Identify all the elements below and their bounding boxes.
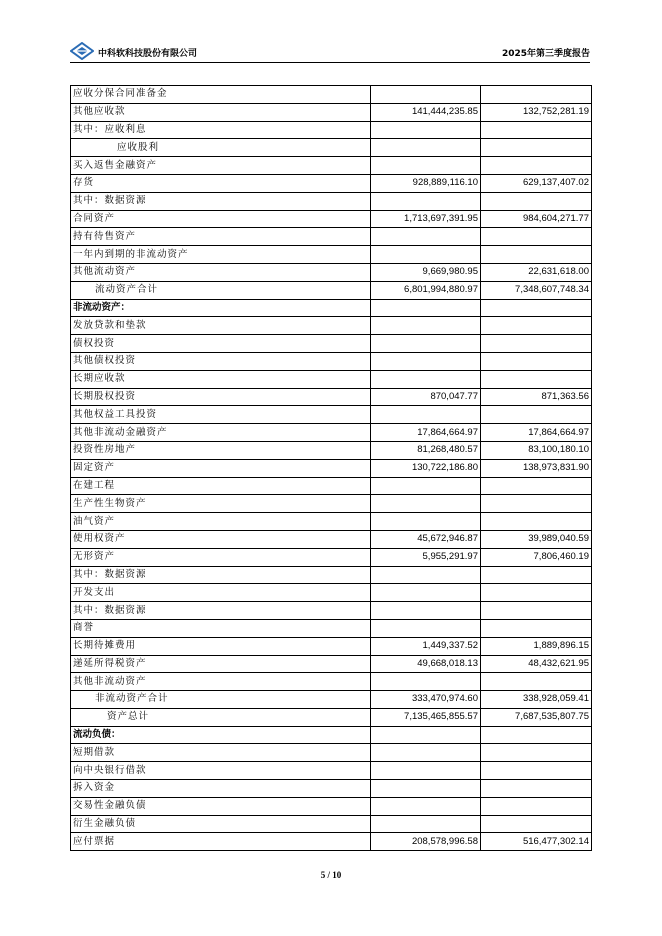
current-period-value bbox=[371, 246, 481, 264]
table-row bbox=[71, 513, 592, 531]
row-label: 长期待摊费用 bbox=[71, 637, 371, 655]
row-label: 非流动资产： bbox=[71, 299, 371, 317]
row-label: 应收分保合同准备金 bbox=[71, 86, 371, 104]
table-row bbox=[71, 157, 592, 175]
current-period-value bbox=[371, 121, 481, 139]
prior-period-value: 7,687,535,807.75 bbox=[481, 708, 592, 726]
report-title: 2025年第三季度报告 bbox=[501, 49, 590, 59]
prior-period-value: 132,752,281.19 bbox=[481, 103, 592, 121]
current-period-value: 928,889,116.10 bbox=[371, 174, 481, 192]
current-period-value: 9,669,980.95 bbox=[371, 263, 481, 281]
table-row bbox=[71, 530, 592, 548]
current-period-value bbox=[371, 584, 481, 602]
prior-period-value bbox=[481, 513, 592, 531]
table-row bbox=[71, 86, 592, 104]
row-label: 资产总计 bbox=[71, 708, 371, 726]
row-label: 其中：数据资源 bbox=[71, 566, 371, 584]
current-period-value bbox=[371, 797, 481, 815]
prior-period-value bbox=[481, 566, 592, 584]
current-period-value bbox=[371, 495, 481, 513]
row-label: 固定资产 bbox=[71, 459, 371, 477]
table-row bbox=[71, 121, 592, 139]
table-row bbox=[71, 780, 592, 798]
row-label: 长期股权投资 bbox=[71, 388, 371, 406]
row-label: 流动资产合计 bbox=[71, 281, 371, 299]
current-period-value bbox=[371, 370, 481, 388]
row-label: 短期借款 bbox=[71, 744, 371, 762]
prior-period-value: 1,889,896.15 bbox=[481, 637, 592, 655]
prior-period-value: 48,432,621.95 bbox=[481, 655, 592, 673]
table-row bbox=[71, 352, 592, 370]
prior-period-value bbox=[481, 335, 592, 353]
row-label: 流动负债： bbox=[71, 726, 371, 744]
row-label: 投资性房地产 bbox=[71, 441, 371, 459]
current-period-value bbox=[371, 228, 481, 246]
current-period-value bbox=[371, 406, 481, 424]
current-period-value: 17,864,664.97 bbox=[371, 424, 481, 442]
current-period-value: 1,449,337.52 bbox=[371, 637, 481, 655]
prior-period-value: 22,631,618.00 bbox=[481, 263, 592, 281]
company-name: 中科软科技股份有限公司 bbox=[98, 49, 198, 59]
current-period-value bbox=[371, 566, 481, 584]
current-period-value: 130,722,186.80 bbox=[371, 459, 481, 477]
table-row bbox=[71, 281, 592, 299]
table-row bbox=[71, 210, 592, 228]
current-period-value bbox=[371, 762, 481, 780]
prior-period-value bbox=[481, 602, 592, 620]
row-label: 其他应收款 bbox=[71, 103, 371, 121]
row-label: 买入返售金融资产 bbox=[71, 157, 371, 175]
row-label: 衍生金融负债 bbox=[71, 815, 371, 833]
prior-period-value bbox=[481, 157, 592, 175]
table-row bbox=[71, 406, 592, 424]
table-row bbox=[71, 477, 592, 495]
prior-period-value bbox=[481, 744, 592, 762]
table-row bbox=[71, 192, 592, 210]
row-label: 无形资产 bbox=[71, 548, 371, 566]
row-label: 存货 bbox=[71, 174, 371, 192]
table-row bbox=[71, 299, 592, 317]
prior-period-value bbox=[481, 726, 592, 744]
row-label: 其中：应收利息 bbox=[71, 121, 371, 139]
row-label: 应付票据 bbox=[71, 833, 371, 851]
row-label: 开发支出 bbox=[71, 584, 371, 602]
table-row bbox=[71, 584, 592, 602]
row-label: 拆入资金 bbox=[71, 780, 371, 798]
row-label: 发放贷款和垫款 bbox=[71, 317, 371, 335]
prior-period-value bbox=[481, 762, 592, 780]
current-period-value: 1,713,697,391.95 bbox=[371, 210, 481, 228]
table-row bbox=[71, 797, 592, 815]
current-period-value: 141,444,235.85 bbox=[371, 103, 481, 121]
row-label: 油气资产 bbox=[71, 513, 371, 531]
prior-period-value: 7,806,460.19 bbox=[481, 548, 592, 566]
table-row bbox=[71, 655, 592, 673]
row-label: 生产性生物资产 bbox=[71, 495, 371, 513]
prior-period-value: 138,973,831.90 bbox=[481, 459, 592, 477]
current-period-value bbox=[371, 335, 481, 353]
table-row bbox=[71, 602, 592, 620]
prior-period-value bbox=[481, 352, 592, 370]
prior-period-value: 516,477,302.14 bbox=[481, 833, 592, 851]
table-row bbox=[71, 762, 592, 780]
row-label: 其中：数据资源 bbox=[71, 602, 371, 620]
current-period-value: 7,135,465,855.57 bbox=[371, 708, 481, 726]
prior-period-value bbox=[481, 370, 592, 388]
prior-period-value bbox=[481, 139, 592, 157]
table-row bbox=[71, 726, 592, 744]
row-label: 其中：数据资源 bbox=[71, 192, 371, 210]
current-period-value bbox=[371, 139, 481, 157]
row-label: 其他权益工具投资 bbox=[71, 406, 371, 424]
current-period-value bbox=[371, 317, 481, 335]
current-period-value bbox=[371, 815, 481, 833]
table-row bbox=[71, 637, 592, 655]
prior-period-value bbox=[481, 86, 592, 104]
table-row bbox=[71, 388, 592, 406]
prior-period-value bbox=[481, 619, 592, 637]
table-row bbox=[71, 139, 592, 157]
table-row bbox=[71, 441, 592, 459]
prior-period-value: 83,100,180.10 bbox=[481, 441, 592, 459]
prior-period-value bbox=[481, 317, 592, 335]
current-period-value bbox=[371, 513, 481, 531]
table-row bbox=[71, 317, 592, 335]
prior-period-value: 338,928,059.41 bbox=[481, 691, 592, 709]
row-label: 合同资产 bbox=[71, 210, 371, 228]
prior-period-value bbox=[481, 121, 592, 139]
prior-period-value bbox=[481, 495, 592, 513]
row-label: 债权投资 bbox=[71, 335, 371, 353]
prior-period-value bbox=[481, 780, 592, 798]
prior-period-value bbox=[481, 584, 592, 602]
current-period-value: 6,801,994,880.97 bbox=[371, 281, 481, 299]
row-label: 使用权资产 bbox=[71, 530, 371, 548]
row-label: 在建工程 bbox=[71, 477, 371, 495]
current-period-value bbox=[371, 352, 481, 370]
page-header bbox=[70, 40, 590, 63]
prior-period-value: 7,348,607,748.34 bbox=[481, 281, 592, 299]
current-period-value bbox=[371, 299, 481, 317]
current-period-value: 208,578,996.58 bbox=[371, 833, 481, 851]
current-period-value bbox=[371, 477, 481, 495]
row-label: 其他非流动金融资产 bbox=[71, 424, 371, 442]
prior-period-value: 871,363.56 bbox=[481, 388, 592, 406]
table-row bbox=[71, 263, 592, 281]
table-row bbox=[71, 246, 592, 264]
table-row bbox=[71, 815, 592, 833]
table-row bbox=[71, 708, 592, 726]
current-period-value bbox=[371, 602, 481, 620]
current-period-value bbox=[371, 192, 481, 210]
prior-period-value bbox=[481, 192, 592, 210]
table-row bbox=[71, 370, 592, 388]
current-period-value: 870,047.77 bbox=[371, 388, 481, 406]
table-row bbox=[71, 459, 592, 477]
row-label: 递延所得税资产 bbox=[71, 655, 371, 673]
prior-period-value bbox=[481, 673, 592, 691]
page-number: 5 / 10 bbox=[320, 870, 342, 880]
current-period-value: 5,955,291.97 bbox=[371, 548, 481, 566]
balance-sheet-table bbox=[70, 85, 592, 851]
prior-period-value: 17,864,664.97 bbox=[481, 424, 592, 442]
table-row bbox=[71, 691, 592, 709]
prior-period-value: 984,604,271.77 bbox=[481, 210, 592, 228]
row-label: 应收股利 bbox=[71, 139, 371, 157]
current-period-value bbox=[371, 86, 481, 104]
table-row bbox=[71, 566, 592, 584]
table-row bbox=[71, 103, 592, 121]
prior-period-value bbox=[481, 797, 592, 815]
row-label: 长期应收款 bbox=[71, 370, 371, 388]
current-period-value bbox=[371, 673, 481, 691]
row-label: 其他流动资产 bbox=[71, 263, 371, 281]
row-label: 持有待售资产 bbox=[71, 228, 371, 246]
current-period-value: 49,668,018.13 bbox=[371, 655, 481, 673]
company-logo-icon bbox=[70, 42, 94, 60]
table-row bbox=[71, 424, 592, 442]
prior-period-value bbox=[481, 299, 592, 317]
prior-period-value: 39,989,040.59 bbox=[481, 530, 592, 548]
table-row bbox=[71, 335, 592, 353]
current-period-value: 45,672,946.87 bbox=[371, 530, 481, 548]
table-row bbox=[71, 833, 592, 851]
table-row bbox=[71, 174, 592, 192]
row-label: 其他非流动资产 bbox=[71, 673, 371, 691]
row-label: 向中央银行借款 bbox=[71, 762, 371, 780]
current-period-value bbox=[371, 780, 481, 798]
prior-period-value bbox=[481, 228, 592, 246]
current-period-value bbox=[371, 726, 481, 744]
row-label: 其他债权投资 bbox=[71, 352, 371, 370]
row-label: 一年内到期的非流动资产 bbox=[71, 246, 371, 264]
table-row bbox=[71, 673, 592, 691]
prior-period-value: 629,137,407.02 bbox=[481, 174, 592, 192]
prior-period-value bbox=[481, 815, 592, 833]
table-row bbox=[71, 495, 592, 513]
row-label: 非流动资产合计 bbox=[71, 691, 371, 709]
current-period-value bbox=[371, 619, 481, 637]
current-period-value bbox=[371, 157, 481, 175]
prior-period-value bbox=[481, 406, 592, 424]
table-row bbox=[71, 619, 592, 637]
current-period-value: 333,470,974.60 bbox=[371, 691, 481, 709]
table-row bbox=[71, 548, 592, 566]
prior-period-value bbox=[481, 246, 592, 264]
row-label: 商誉 bbox=[71, 619, 371, 637]
table-row bbox=[71, 744, 592, 762]
row-label: 交易性金融负债 bbox=[71, 797, 371, 815]
current-period-value: 81,268,480.57 bbox=[371, 441, 481, 459]
table-row bbox=[71, 228, 592, 246]
prior-period-value bbox=[481, 477, 592, 495]
current-period-value bbox=[371, 744, 481, 762]
